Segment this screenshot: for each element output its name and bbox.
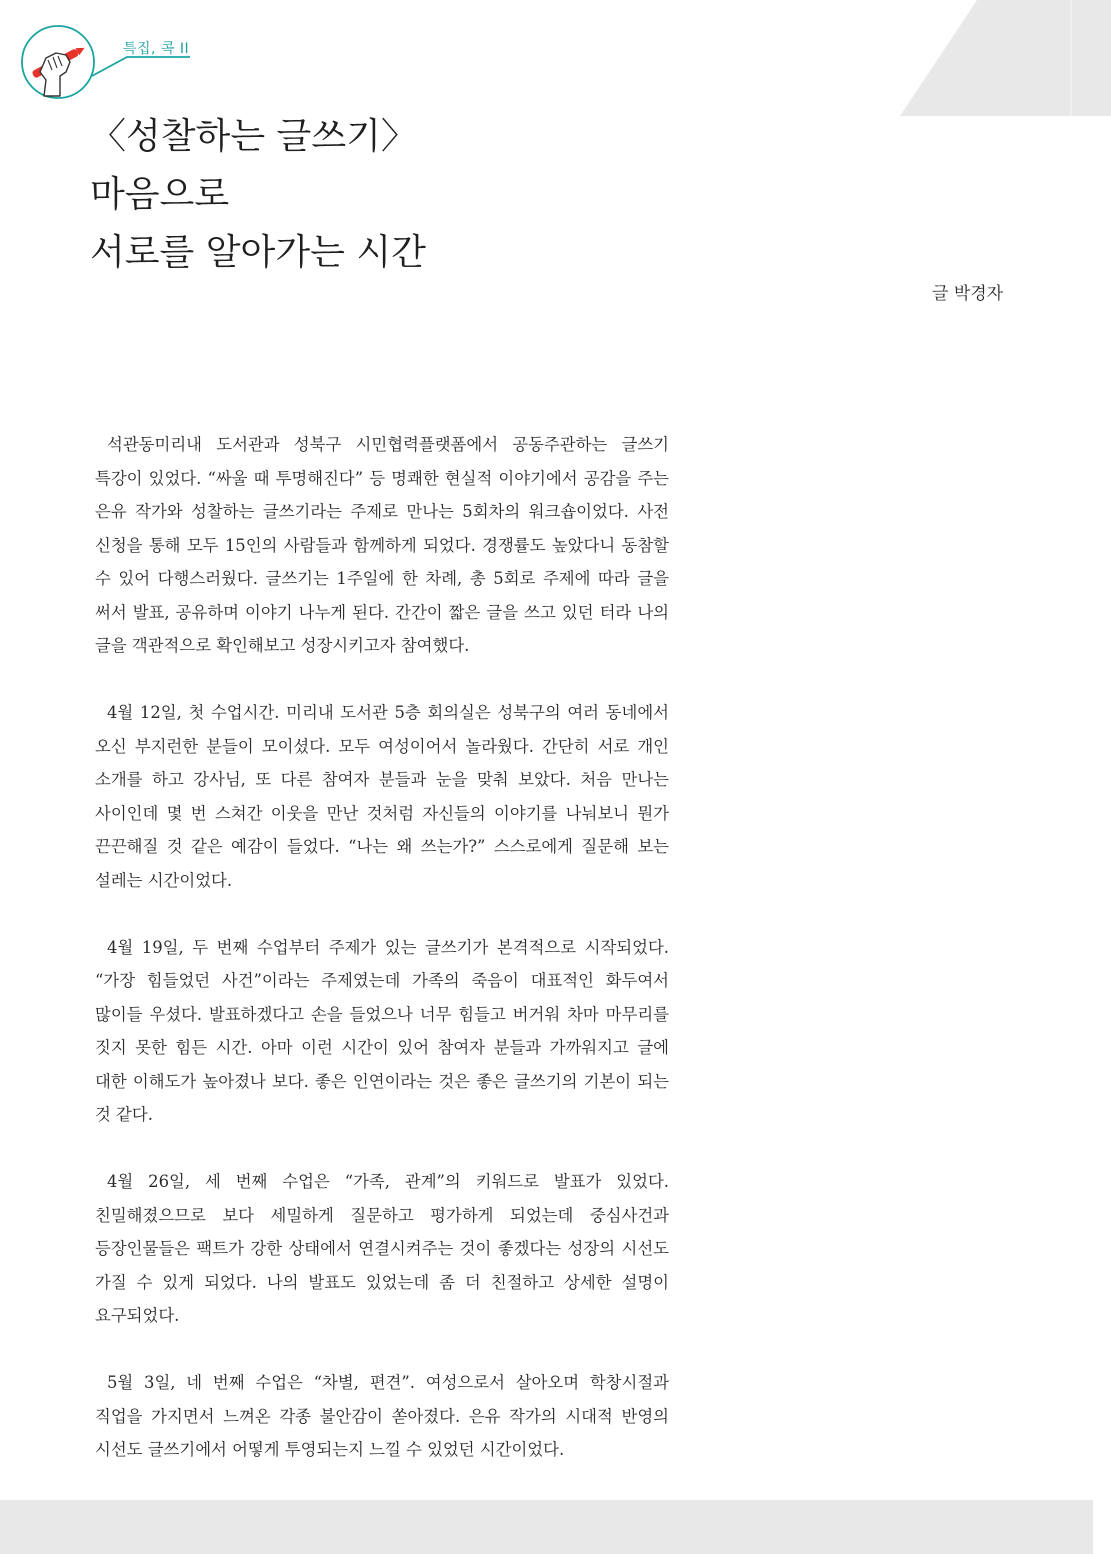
title-line-3: 서로를 알아가는 시간 (90, 232, 426, 273)
article-body (95, 428, 669, 1500)
section-label: 특집, 콕 II (123, 41, 190, 57)
title-line-2: 마음으로 (90, 174, 230, 215)
paragraph-4: 4월 26일, 세 번째 수업은 “가족, 관계”의 키워드로 발표가 있었다. 친밀해졌으므로 보다 세밀하게 질문하고 평가하게 되었는데 중심사건과 등장인물들은 팩트가 강한 상태에서 연결시켜주는 것이 좋겠다는 성장의 시선도 가질 수 있게 되었다. 나의 발표도 있었는데 좀 더 친절하고 상세한 설명이 요구되었다. (95, 1172, 669, 1325)
paragraph-3: 4월 19일, 두 번째 수업부터 주제가 있는 글쓰기가 본격적으로 시작되었다. “가장 힘들었던 사건”이라는 주제였는데 가족의 죽음이 대표적인 화두여서 많이들 우셨다. 발표하겠다고 손을 들었으나 너무 힘들고 버거워 차마 마무리를 짓지 못한 힘든 시간. 아마 이런 시간이 있어 참여자 분들과 가까워지고 글에 대한 이해도가 높아졌나 보다. 좋은 인연이라는 것은 좋은 글쓰기의 기본이 되는 것 같다. (95, 937, 669, 1124)
paragraph-1: 석관동미리내 도서관과 성북구 시민협력플랫폼에서 공동주관하는 글쓰기 특강이 있었다. “싸울 때 투명해진다” 등 명쾌한 현실적 이야기에서 공감을 주는 은유 작가와 성찰하는 글쓰기라는 주제로 만나는 5회차의 워크숍이었다. 사전 신청을 통해 모두 15인의 사람들과 함께하게 되었다. 경쟁률도 높았다니 동참할 수 있어 다행스러웠다. 글쓰기는 1주일에 한 차례, 총 5회로 주제에 따라 글을 써서 발표, 공유하며 이야기 나누게 된다. 간간이 짧은 글을 쓰고 있던 터라 나의 글을 객관적으로 확인해보고 성장시키고자 참여했다. (95, 435, 669, 655)
paragraph-5: 5월 3일, 네 번째 수업은 “차별, 편견”. 여성으로서 살아오며 학창시절과 직업을 가지면서 느껴온 각종 불안감이 쏟아졌다. 은유 작가의 시대적 반영의 시선도 글쓰기에서 어떻게 투영되는지 느낄 수 있었던 시간이었다. (95, 1373, 669, 1459)
title-line-1: 〈성찰하는 글쓰기〉 (90, 116, 417, 157)
footer-band (0, 1500, 1093, 1554)
paragraph-2: 4월 12일, 첫 수업시간. 미리내 도서관 5층 회의실은 성북구의 여러 동네에서 오신 부지런한 분들이 모이셨다. 모두 여성이어서 놀라웠다. 간단히 서로 개인 소개를 하고 강사님, 또 다른 참여자 분들과 눈을 맞춰 보았다. 처음 만나는 사이인데 몇 번 스쳐간 이웃을 만난 것처럼 자신들의 이야기를 나눠보니 뭔가 끈끈해질 것 같은 예감이 들었다. “나는 왜 쓰는가?” 스스로에게 질문해 보는 설레는 시간이었다. (95, 703, 669, 890)
article-title (90, 108, 426, 282)
byline: 글 박경자 (932, 284, 1004, 304)
